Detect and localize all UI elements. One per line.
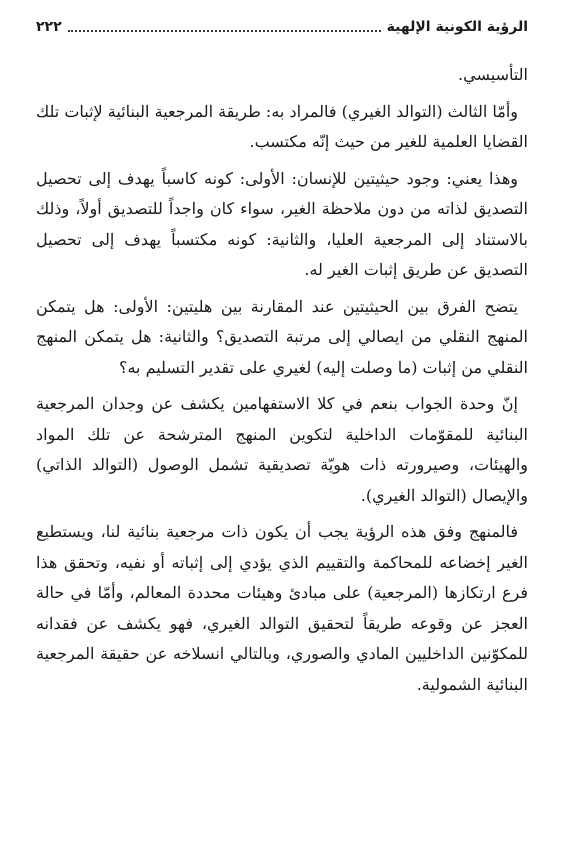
paragraph: فالمنهج وفق هذه الرؤية يجب أن يكون ذات مرجعية بنائية لنا، ويستطيع الغير إخضاعه للمحاكمة والتقييم الذي يؤدي إلى إثباته أو نفيه، وتحقق هذا فرع ارتكازها (المرجعية) على مبادئ وهيئات محددة المعالم، وأمّا في حالة العجز عن وقوعه طريقاً لتحقيق التوالد الغيري، فهو يكشف عن فقدانه للمكوّنين الداخليين المادي والصوري، وبالتالي انسلاخه عن حقيقة المرجعية البنائية الشمولية.	[36, 522, 528, 694]
page-header	[36, 15, 528, 39]
paragraph: التأسيسي.	[458, 65, 528, 84]
paragraph: يتضح الفرق بين الحيثيتين عند المقارنة بين هليتين: الأولى: هل يتمكن المنهج النقلي من ايصالي إلى مرتبة التصديق؟ والثانية: هل يتمكن المنهج النقلي من إثبات (ما وصلت إليه) لغيري على تقدير التسليم به؟	[36, 296, 528, 377]
paragraph: إنّ وحدة الجواب بنعم في كلا الاستفهامين يكشف عن وجدان المرجعية البنائية للمقوّمات الداخلية لتكوين المنهج المترشحة عن تلك المواد والهيئات، وصيرورته ذات هويّة تصديقية تشمل الوصول (التوالد الذاتي) والإيصال (التوالد الغيري).	[36, 394, 528, 505]
header-dotted-leader	[68, 22, 381, 32]
page-number: ٢٢٢	[36, 19, 62, 35]
running-title: الرؤية الكونية الإلهية	[386, 19, 528, 35]
page-body	[36, 60, 528, 706]
paragraph: وهذا يعني: وجود حيثيتين للإنسان: الأولى: كونه كاسباً يهدف إلى تحصيل التصديق لذاته من دون ملاحظة الغير، سواء كان واجداً للتصديق أولاً، وذلك بالاستناد إلى المرجعية العليا، والثانية: كونه مكتسباً يهدف إلى تحصيل التصديق عن طريق إثبات الغير له.	[36, 168, 528, 279]
paragraph: وأمّا الثالث (التوالد الغيري) فالمراد به: طريقة المرجعية البنائية لإثبات تلك القضايا العلمية للغير من حيث إنّه مكتسب.	[36, 101, 528, 151]
